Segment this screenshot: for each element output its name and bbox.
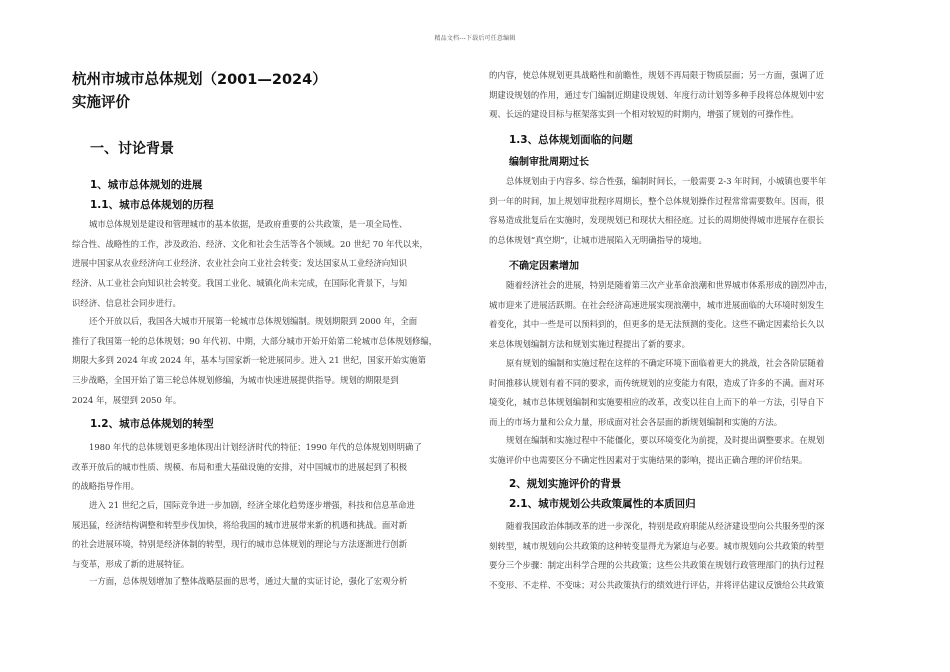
text-line: 实施评价中也需要区分不确定性因素对于实施结果的影响，提出正确合理的评价结果。 bbox=[489, 454, 808, 465]
text-line: 城市迎来了进展活跃期。在社会经济高速进展实现浪潮中，城市进展面临的大环境时刻发生 bbox=[489, 299, 824, 310]
text-line: 的总体规划“真空期”，让城市进展陷入无明确指导的境地。 bbox=[489, 235, 707, 246]
text-line: 要分三个步骤：制定出科学合理的公共政策；这些公共政策在规划行政管理部门的执行过程 bbox=[489, 560, 824, 571]
text-line: 进展中国家从农业经济向工业经济、农业社会向工业社会转变；发达国家从工业经济向知识 bbox=[72, 258, 407, 269]
text-line: 时间推移认规划有着不同的要求，而传统规划的应变能力有限，造成了许多的不满。面对环 bbox=[489, 377, 824, 388]
document-title: 杭州市城市总体规划（2001—2024） bbox=[72, 72, 327, 88]
text-line: 进入 21 世纪之后，国际竞争进一步加剧，经济全球化趋势逐步增强，科技和信息革命进 bbox=[89, 500, 415, 510]
text-line: 推行了我国第一轮的总体规划；90 年代初、中期，大部分城市开始开始第二轮城市总体规划修编， bbox=[72, 335, 438, 346]
text-line: 城市总体规划是建设和管理城市的基本依据，是政府重要的公共政策，是一项全局性、 bbox=[89, 219, 408, 229]
paragraph bbox=[489, 517, 875, 596]
heading-1: 1、城市总体规划的进展 bbox=[90, 179, 203, 191]
text-line: 而上的市场力量和公众力量，形成面对社会各层面的新规划编制和实施的方法。 bbox=[489, 417, 783, 428]
paragraph bbox=[489, 172, 875, 251]
paragraph bbox=[489, 431, 875, 470]
text-line: 的战略指导作用。 bbox=[72, 481, 139, 492]
text-line: 不变形、不走样、不变味；对公共政策执行的绩效进行评估，并将评估建议反馈给公共政策 bbox=[489, 580, 824, 591]
paragraph bbox=[72, 572, 464, 592]
paragraph bbox=[489, 276, 875, 355]
subheading-uncertainty: 不确定因素增加 bbox=[509, 261, 579, 272]
text-line: 原有规划的编制和实施过程在这样的不确定环境下面临着更大的挑战，社会各阶层随着 bbox=[506, 358, 825, 368]
paragraph bbox=[72, 438, 464, 497]
text-line: 一方面，总体规划增加了整体战略层面的思考，通过大量的实证讨论，强化了宏观分析 bbox=[89, 576, 408, 586]
text-line: 刻转型，城市规划向公共政策的这种转变显得尤为紧迫与必要。城市规划向公共政策的转型 bbox=[489, 540, 824, 551]
section-heading-1: 一、讨论背景 bbox=[90, 141, 174, 157]
paragraph bbox=[489, 354, 875, 433]
text-line: 规划在编制和实施过程中不能僵化，要以环境变化为前提，及时提出调整要求。在规划 bbox=[506, 435, 825, 445]
text-line: 境变化，城市总体规划编制和实施要相应的改革，改变以往自上而下的单一方法，引导自下 bbox=[489, 397, 824, 408]
text-line: 的内容，使总体规划更具战略性和前瞻性，规划不再局限于物质层面；另一方面，强调了近 bbox=[489, 70, 824, 80]
paragraph bbox=[72, 215, 464, 314]
heading-2-1: 2.1、城市规划公共政策属性的本质回归 bbox=[509, 498, 696, 510]
subheading-approval-cycle: 编制审批周期过长 bbox=[509, 157, 589, 168]
text-line: 三步战略，全国开始了第三轮总体规划修编，为城市快速进展提供指导。规划的期限是到 bbox=[72, 375, 399, 386]
text-line: 来总体规划编制方法和规划实施过程提出了新的要求。 bbox=[489, 339, 690, 350]
text-line: 随着我国政治体制改革的进一步深化，特别是政府职能从经济建设型向公共服务型的深 bbox=[506, 521, 825, 531]
page-header-note: 精品文档---下载后可任意编辑 bbox=[434, 35, 516, 42]
heading-1-3: 1.3、总体规划面临的问题 bbox=[509, 134, 633, 146]
paragraph bbox=[489, 66, 875, 125]
text-line: 的社会进展环境，特别是经济体制的转型，现行的城市总体规划的理论与方法逐渐进行创新 bbox=[72, 539, 407, 550]
text-line: 综合性、战略性的工作，涉及政治、经济、文化和社会生活等各个领域。20 世纪 70 年代以来， bbox=[72, 238, 428, 249]
text-line: 改革开放后的城市性质、规模、布局和重大基础设施的安排，对中国城市的进展起到了积极 bbox=[72, 461, 407, 472]
heading-1-2: 1.2、城市总体规划的转型 bbox=[90, 418, 214, 430]
text-line: 观、长远的建设目标与框架落实到一个相对较短的时期内，增强了规划的可操作性。 bbox=[489, 109, 799, 120]
text-line: 随着经济社会的进展，特别是随着第三次产业革命浪潮和世界城市体系形成的剧烈冲击， bbox=[506, 280, 833, 290]
heading-1-1: 1.1、城市总体规划的历程 bbox=[90, 199, 214, 211]
text-line: 与变革，形成了新的进展特征。 bbox=[72, 559, 190, 570]
text-line: 期建设规划的作用，通过专门编制近期建设规划、年度行动计划等多种手段将总体规划中宏 bbox=[489, 89, 824, 100]
heading-2: 2、规划实施评价的背景 bbox=[509, 478, 622, 490]
text-line: 着变化，其中一些是可以预料到的，但更多的是无法预测的变化。这些不确定因素给长久以 bbox=[489, 319, 824, 330]
text-line: 识经济、信息社会同步进行。 bbox=[72, 297, 181, 308]
text-line: 期限大多到 2024 年或 2024 年，基本与国家新一轮进展同步。进入 21 世纪，国家开始实施第 bbox=[72, 355, 427, 366]
text-line: 经济、从工业社会向知识社会转变。我国工业化、城镇化尚未完成，在国际化背景下，与知 bbox=[72, 278, 407, 289]
paragraph bbox=[72, 496, 464, 575]
text-line: 2024 年，展望到 2050 年。 bbox=[72, 394, 182, 405]
text-line: 1980 年代的总体规划更多地体现出计划经济时代的特征；1990 年代的总体规划则明确了 bbox=[89, 442, 422, 452]
text-line: 容易造成批复后在实施时，发现规划已和现状大相径庭。过长的周期使得城市进展存在很长 bbox=[489, 215, 824, 226]
text-line: 展迅猛，经济结构调整和转型步伐加快，将给我国的城市进展带来新的机遇和挑战。面对新 bbox=[72, 519, 407, 530]
text-line: 到一年的时间，加上规划审批程序周期长，整个总体规划操作过程常常需要数年。因而，很 bbox=[489, 195, 824, 206]
document-subtitle: 实施评价 bbox=[72, 95, 130, 111]
text-line: 总体规划由于内容多、综合性强，编制时间长，一般需要 2-3 年时间，小城镇也要半年 bbox=[506, 176, 827, 186]
paragraph bbox=[72, 312, 464, 411]
text-line: 还个开放以后，我国各大城市开展第一轮城市总体规划编制。规划期限到 2000 年，全面 bbox=[89, 316, 418, 326]
